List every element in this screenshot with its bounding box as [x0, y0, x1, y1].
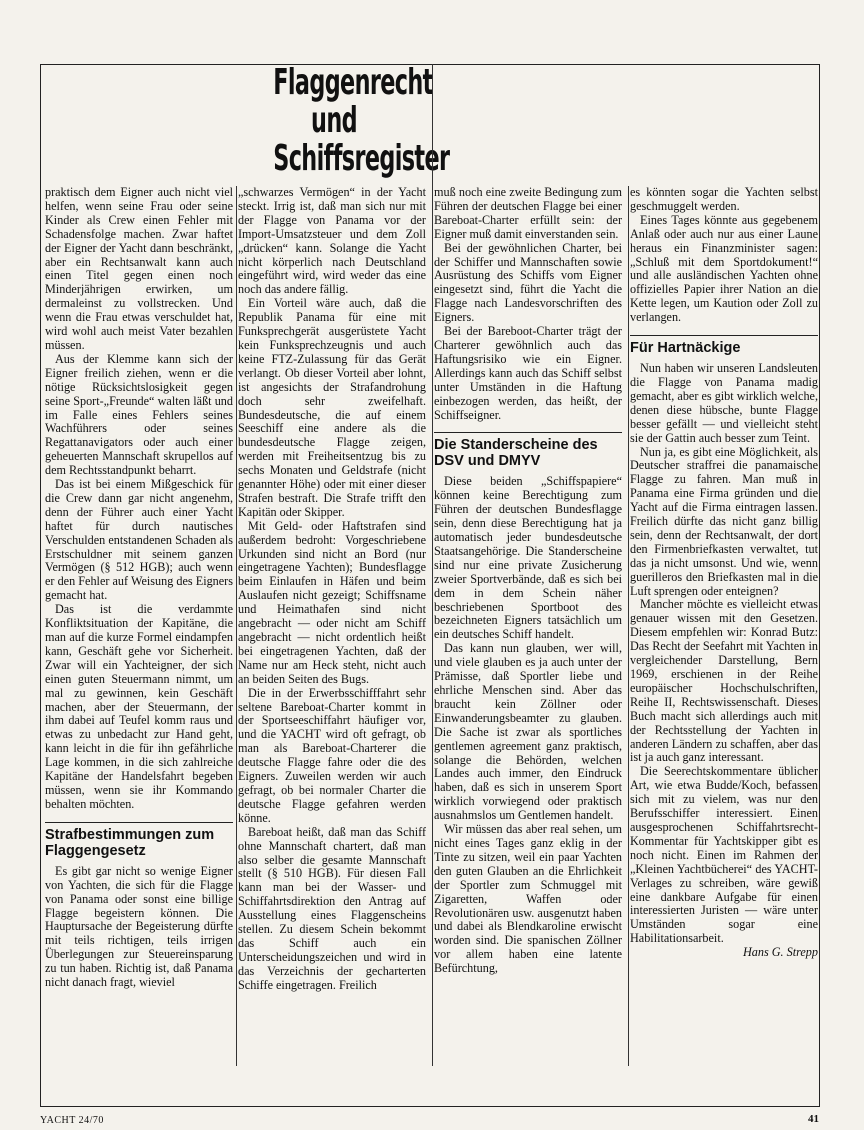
paragraph: Nun haben wir unseren Landsleuten die Flagge von Panama madig gemacht, aber es gibt wirklich welche, denen diese hübsche, bunte Flagge besser gefällt — und vielleicht steht sie der Gattin auch besser zum Teint. — [630, 361, 818, 445]
article-title — [273, 62, 450, 179]
text-column-4 — [630, 186, 818, 1106]
paragraph: Die Seerechtskommentare üblicher Art, wie etwa Budde/Koch, befassen sich mit zu vielem, was nur den Berufsschiffer interessiert. Einen ausgesprochenen Schiffahrtsrecht-Kommentar für Yachtskipper gibt es noch nicht. Einen im Rahmen der „Kleinen Yachtbücherei“ des YACHT-Verlages zu schreiben, wäre gewiß eine dankbare Aufgabe für einen interessierten Juristen — wäre unter Umständen sogar eine Habilitationsarbeit. — [630, 764, 818, 946]
title-line-2: und — [311, 100, 357, 141]
paragraph: Diese beiden „Schiffspapiere“ können keine Berechtigung zum Führen der deutschen Bundesflagge sein, denn diese Berechtigung hat ja automatisch jeder bundesdeutsche Staatsangehörige. Die Standerscheine sind nur eine private Zusicherung zweier Sportverbände, daß es sich bei dem in dem Schein näher beschriebenen Sportboot des bezeichneten Eigners tatsächlich um ein deutsches Schiff handelt. — [434, 474, 622, 642]
paragraph: Das ist die verdammte Konfliktsituation der Kapitäne, die man auf die kurze Formel eindampfen kann, Geschäft gehe vor Sicherheit. Zwar will ein Yachteigner, der sich einen guten Steuermann nimmt, um mal zu gewinnen, kein Geschäft machen, aber der Steuermann, der ihm dabei auf Teufel komm raus und etwas zu unbedacht zur Hand geht, kann leicht in die für ihn gefährliche Lage kommen, in die sich zahlreiche Kapitäne der Handelsfahrt begeben müssen, wenn sie ihr Kommando behalten möchten. — [45, 602, 233, 811]
text-column-1 — [45, 186, 233, 1086]
paragraph: praktisch dem Eigner auch nicht viel helfen, wenn seine Frau oder seine Kinder als Crew einen Fehler mit Schadensfolge machen. Zwar haftet der Eigner der Yacht dann beschränkt, aber ein Rechtsanwalt kann auch einen Titel gegen einen noch Minderjährigen erwirken, um dermaleinst zu vollstrecken. Und wenn die Frau etwas verschuldet hat, wird wohl auch meist Vater bezahlen müssen. — [45, 186, 233, 352]
paragraph: Die in der Erwerbsschifffahrt sehr seltene Bareboat-Charter kommt in der Sportseeschiffahrt häufiger vor, und die YACHT wird oft gefragt, ob man als Bareboat-Charterer die deutsche Flagge fahre oder die des Eigners. Zuweilen werden wir auch gefragt, ob bei normaler Charter die deutsche Flagge gefahren werden könne. — [238, 685, 426, 825]
paragraph: Das kann nun glauben, wer will, und viele glauben es ja auch unter der Prämisse, daß Sportler liebe und ehrliche Menschen sind. Aber das braucht kein Zöllner oder Einwanderungsbeamter zu glauben. Die Sache ist zwar als sportliches gentlemen agreement ganz praktisch, solange die Behörden, welchen Landes auch immer, den Eindruck haben, daß es sich in unserem Sport wirklich vorwiegend oder praktisch ausnahmslos um Gentlemen handelt. — [434, 641, 622, 823]
paragraph: Bareboat heißt, daß man das Schiff ohne Mannschaft chartert, daß man also selber die gesamte Mannschaft stellt (§ 510 HGB). Für diesen Fall kann man bei der Wasser- und Schiffahrtsdirektion den Antrag auf Ausstellung eines Flaggenscheins stellen. Zu diesem Schein bekommt das Schiff auch ein Unterscheidungszeichen und wird in das Verzeichnis der gecharterten Schiffe eingetragen. Freilich — [238, 824, 426, 992]
paragraph: Nun ja, es gibt eine Möglichkeit, als Deutscher straffrei die panamaische Flagge zu fahren. Man muß in Panama eine Firma gründen und die Yacht auf die Firma eintragen lassen. Freilich dürfte das nicht ganz billig sein, denn der Rechtsanwalt, der dort den Firmenbriefkasten verwaltet, tut das ja nicht umsonst. Und wie, wenn guerilleros den Briefkasten mal in die Luft sprengen oder enteignen? — [630, 444, 818, 598]
column-divider — [432, 64, 433, 1066]
paragraph: Eines Tages könnte aus gegebenem Anlaß oder auch nur aus einer Laune heraus ein Finanzminister sagen: „Schluß mit dem Sportdokument!“ und alle ausländischen Yachten ohne offizielles Papier ihrer Nation an die Kette legen, um Kaution oder Zoll zu verlangen. — [630, 212, 818, 325]
paragraph: Aus der Klemme kann sich der Eigner freilich ziehen, wenn er die nötige Rücksichtslosigkeit gegen seine Sport-„Freunde“ walten läßt und im Falle eines Fehlers seines Wachführers oder seines Regattanavigators oder auch einer geheuerten Mannschaft skrupellos auf dem Rechtsstandpunkt beharrt. — [45, 351, 233, 478]
text-column-2 — [238, 186, 426, 1086]
section-heading: Die Standerscheine des DSV und DMYV — [434, 432, 622, 469]
paragraph: Wir müssen das aber real sehen, um nicht eines Tages ganz eklig in der Tinte zu sitzen, weil ein paar Yachten den guten Glauben an die Ehrlichkeit der Sportler zum Schmuggel mit Zigaretten, Waffen oder Revolutionären usw. ausgenutzt haben und dabei als Blendkaroline erwischt worden sind. Die spanischen Zöllner vor allem haben eine latente Befürchtung, — [434, 822, 622, 976]
page-number: 41 — [808, 1113, 819, 1125]
column-divider — [628, 186, 629, 1066]
magazine-issue: YACHT 24/70 — [40, 1115, 104, 1126]
title-line-3: Schiffsregister — [273, 138, 450, 179]
paragraph: es könnten sogar die Yachten selbst geschmuggelt werden. — [630, 186, 818, 213]
paragraph: Ein Vorteil wäre auch, daß die Republik Panama für eine mit Funksprechgerät ausgerüstete Yacht kein Funksprechzeugnis und auch keine FTZ-Zulassung für das Gerät verlangt. Ob dieser Vorteil aber lohnt, ist angesichts der Strafandrohung doch sehr zweifelhaft. Bundesdeutsche, die auf einem Seeschiff eine andere als die bundesdeutsche Flagge zeigen, werden mit Freiheitsentzug bis zu sechs Monaten und Geldstrafe (nicht genannter Höhe) oder mit einer dieser Strafen bestraft. Die Strafe trifft den Kapitän oder Skipper. — [238, 296, 426, 519]
column-divider — [236, 186, 237, 1066]
section-heading: Für Hartnäckige — [630, 335, 818, 356]
text-column-3 — [434, 186, 622, 1086]
author-byline: Hans G. Strepp — [742, 945, 818, 960]
paragraph: Bei der Bareboot-Charter trägt der Charterer gewöhnlich auch das Haftungsrisiko wie ein Eigner. Allerdings kann auch das Schiff selbst unter Umständen in die Haftung einbezogen werden, das heißt, der Schiffseigner. — [434, 324, 622, 422]
paragraph: „schwarzes Vermögen“ in der Yacht steckt. Irrig ist, daß man sich nur mit der Flagge von Panama vor der Import-Umsatzsteuer und dem Zoll „drücken“ kann. Solange die Yacht nicht körperlich nach Deutschland eingeführt wird, wird weder das eine noch das andere fällig. — [238, 186, 426, 297]
title-line-1: Flaggenrecht — [273, 62, 433, 103]
paragraph: Mancher möchte es vielleicht etwas genauer wissen mit den Gesetzen. Diesem empfehlen wir: Konrad Butz: Das Recht der Seefahrt mit Yachten in vergleichender Darstellung, Bern 1969, erschienen in der Reihe europäischer Hochschulschriften, Reihe II, Rechtswissenschaft. Dieses Buch macht sich allerdings auch mit der Rechtsstellung der Yachten in anderen Ländern zu schaffen, aber das ist ja auch ganz interessant. — [630, 597, 818, 765]
paragraph: Das ist bei einem Mißgeschick für die Crew dann gar nicht angenehm, denn der Führer auch einer Yacht haftet für durch nautisches Verschulden entstandenen Schaden als Erstschuldner mit seinem ganzen Vermögen (§ 512 HGB); auch wenn er den Fehler auf Weisung des Eigners gemacht hat. — [45, 477, 233, 603]
section-heading: Strafbestimmungen zum Flaggengesetz — [45, 822, 233, 859]
paragraph: Bei der gewöhnlichen Charter, bei der Schiffer und Mannschaften sowie Ausrüstung des Schiffs vom Eigner eingesetzt sind, führt die Yacht die Flagge nach Landesvorschriften des Eigners. — [434, 240, 622, 325]
paragraph: Mit Geld- oder Haftstrafen sind außerdem bedroht: Vorgeschriebene Urkunden sind nicht an Bord (nur eingetragene Yachten); Bundesflagge beim Einlaufen in Häfen und beim Auslaufen nicht gezeigt; Schiffsname und Heimathafen sind nicht angebracht — oder nicht am Schiff angebracht — nicht ordentlich heißt bei eingetragenen Yachten, daß der Name nur am Heck steht, nicht auch an beiden Seiten des Bugs. — [238, 518, 426, 686]
paragraph: Es gibt gar nicht so wenige Eigner von Yachten, die sich für die Flagge von Panama oder sonst eine billige Flagge begeistern können. Die Hauptursache der Begeisterung dürfte mit teils richtigen, teils irrigen Überlegungen zur Steuereinsparung zu tun haben. Richtig ist, daß Panama nicht danach fragt, wieviel — [45, 863, 233, 990]
paragraph: muß noch eine zweite Bedingung zum Führen der deutschen Flagge bei einer Bareboat-Charter erfüllt sein: der Eigner muß damit einverstanden sein. — [434, 186, 622, 241]
